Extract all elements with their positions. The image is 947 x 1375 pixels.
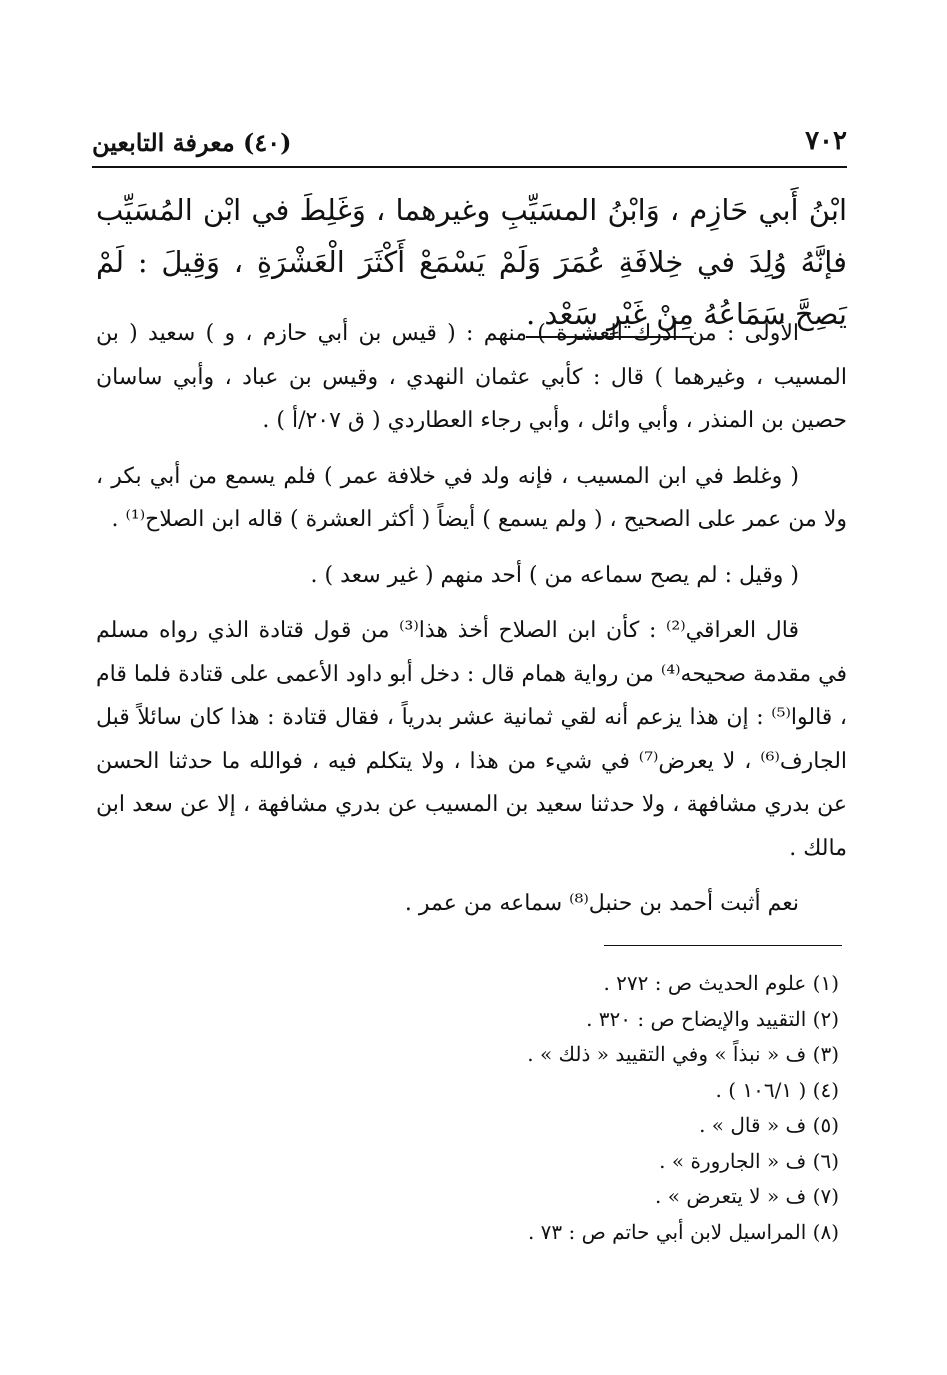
commentary-paragraph-5: نعم أثبت أحمد بن حنبل⁽⁸⁾ سماعه من عمر . xyxy=(404,891,799,916)
footnote-1: (١) علوم الحديث ص : ٢٧٢ . xyxy=(603,971,839,995)
commentary-paragraph-3: ( وقيل : لم يصح سماعه من ) أحد منهم ( غير سعد ) . xyxy=(310,562,799,588)
footnote-divider xyxy=(604,945,842,946)
commentary xyxy=(96,312,847,936)
footnote-4: (٤) ( ١٠٦/١ ) . xyxy=(715,1077,839,1102)
commentary-paragraph-4: قال العراقي⁽²⁾ : كأن ابن الصلاح أخذ هذا⁽³⁾ من قول قتادة الذي رواه مسلم في مقدمة صحيحه⁽⁴⁾ من رواية همام قال : دخل أبو داود الأعمى على قتادة فلما قام ، قالوا⁽⁵⁾ : إن هذا يزعم أنه لقي ثمانية عشر بدرياً ، فقال قتادة : هذا كان سائلاً قبل الجارف⁽⁶⁾ ، لا يعرض⁽⁷⁾ في شيء من هذا ، ولا يتكلم فيه ، فوالله ما حدثنا الحسن عن بدري مشافهة ، ولا حدثنا سعيد بن المسيب عن بدري مشافهة ، إلا عن سعد ابن مالك . xyxy=(96,618,848,861)
chapter-title: (٤٠) معرفة التابعين xyxy=(92,128,292,157)
commentary-paragraph-1: الأولى : من أدرك العشرة ) منهم : ( قيس بن أبي حازم ، و ) سعيد ( بن المسيب ، وغيرهما ) قال : كأبي عثمان النهدي ، وقيس بن عباد ، وأبي ساسان حصين بن المنذر ، وأبي وائل ، وأبي رجاء العطاردي ( ق ٢٠٧/أ ) . xyxy=(96,321,847,433)
footnote-3: (٣) ف « نبذاً » وفي التقييد « ذلك » . xyxy=(527,1042,839,1066)
footnote-5: (٥) ف « قال » . xyxy=(699,1113,839,1137)
footnote-2: (٢) التقييد والإيضاح ص : ٣٢٠ . xyxy=(586,1006,839,1031)
page-number: ٧٠٢ xyxy=(805,126,847,156)
footnote-6: (٦) ف « الجارورة » . xyxy=(659,1148,839,1173)
commentary-paragraph-2: ( وغلط في ابن المسيب ، فإنه ولد في خلافة عمر ) فلم يسمع من أبي بكر ، ولا من عمر على الصحيح ، ( ولم يسمع ) أيضاً ( أكثر العشرة ) قاله ابن الصلاح⁽¹⁾ . xyxy=(96,463,847,532)
footnote-7: (٧) ف « لا يتعرض » . xyxy=(655,1184,839,1208)
main-text-body: ابْنُ أَبي حَازِم ، وَابْنُ المسَيِّبِ وغيرهما ، وَغَلِطَ في ابْن المُسَيِّب فإنَّهُ وُلِدَ في خِلافَةِ عُمَرَ وَلَمْ يَسْمَعْ أَكْثَرَ الْعَشْرَةِ ، وَقِيلَ : لَمْ يَصِحَّ سَمَاعُهُ xyxy=(96,193,847,331)
footnotes xyxy=(96,966,839,1250)
footnote-8: (٨) المراسيل لابن أبي حاتم ص : ٧٣ . xyxy=(527,1219,839,1244)
page-header xyxy=(92,126,847,168)
main-text-underlined: مِنْ غَيْرِ سَعْد . xyxy=(525,297,694,331)
